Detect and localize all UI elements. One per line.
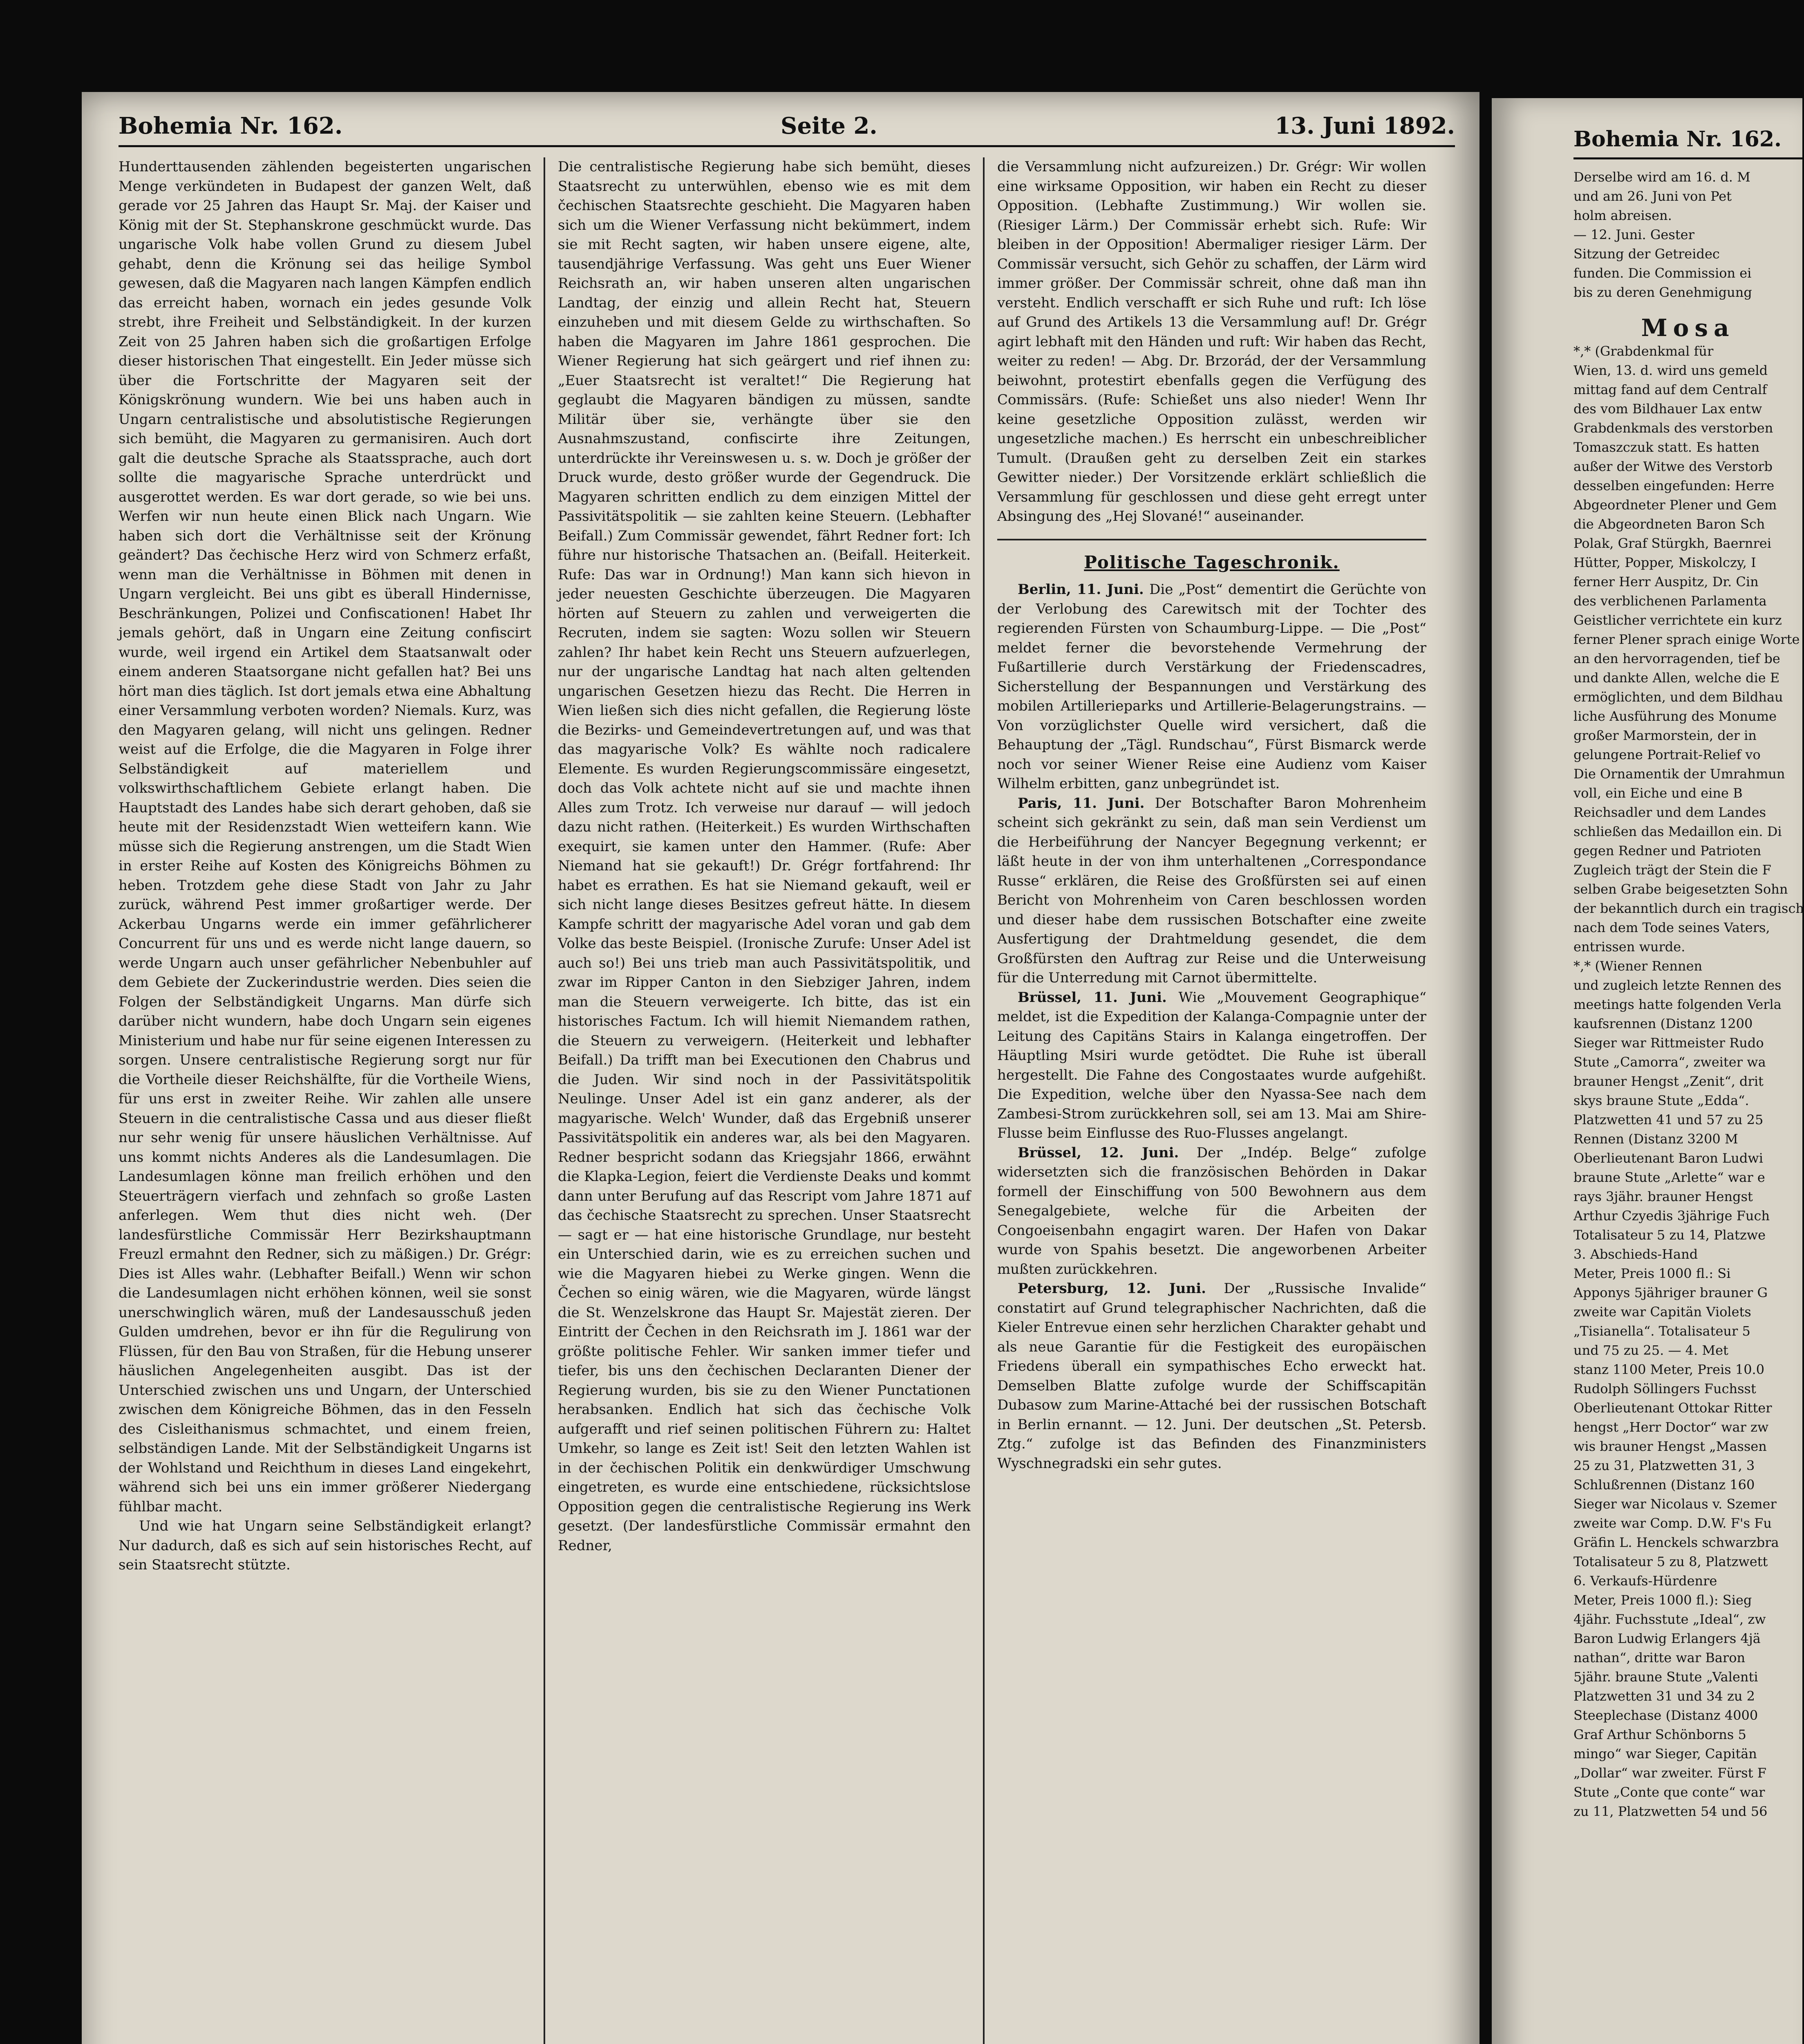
section-divider [997, 539, 1426, 540]
col1-paragraph-2: Und wie hat Ungarn seine Selbständigkeit erlangt? Nur dadurch, daß es sich auf sein historisches Recht, auf sein Staatsrecht stützte. [119, 1518, 531, 1573]
col3-paragraph-top: die Versammlung nicht aufzureizen.) Dr. Grégr: Wir wollen eine wirksame Opposition, wir haben ein Recht zu dieser Opposition. (Lebhafte Zustimmung.) Wir wollen sie. (Riesiger Lärm.) Der Commissär erhebt sich. Rufe: Wir bleiben in der Opposition! Abermaliger riesiger Lärm. Der Commissär versucht, sich Gehör zu schaffen, der Lärm wird immer größer. Der Commissär schreit, ohne daß man ihn versteht. Endlich verschafft er sich Ruhe und ruft: Ich löse auf Grund des Artikels 13 die Versammlung auf! Dr. Grégr agirt lebhaft mit den Händen und ruft: Wir haben das Recht, weiter zu reden! — Abg. Dr. Brzorád, der der Versammlung beiwohnt, protestirt ebenfalls gegen die Verfügung des Commissärs. (Rufe: Schießet uns also nieder! Wenn Ihr keine gesetzliche Opposition zulässt, werden wir ungesetzliche machen.) Es herrscht ein unbeschreiblicher Tumult. (Draußen geht zu derselben Zeit ein starkes Gewitter nieder.) Der Vorsitzende erklärt schließlich die Versammlung für geschlossen und diese geht erregt unter Absingung des „Hej Slované!“ auseinander. [997, 159, 1426, 524]
text-line: nathan“, dritte war Baron [1573, 1650, 1746, 1665]
text-line: Apponys 5jähriger brauner G [1573, 1285, 1768, 1300]
text-line: stanz 1100 Meter, Preis 10.0 [1573, 1362, 1765, 1377]
text-line: Sieger war Rittmeister Rudo [1573, 1035, 1764, 1051]
text-line: Totalisateur 5 zu 14, Platzwe [1573, 1227, 1766, 1243]
text-line: — 12. Juni. Gester [1573, 227, 1694, 242]
news-text: Die „Post“ dementirt die Gerüchte von der Verlobung des Carewitsch mit der Tochter des regierenden Fürsten von Schaumburg-Lippe. — Die „Post“ meldet ferner die bevorstehende Vermehrung der Fußartillerie durch Verstärkung der Friedenscadres, Sicherstellung der Bespannungen und Verstärkung des mobilen Artillerieparks und Artillerie-Belagerungstrains. — Von vorzüglichster Quelle wird versichert, daß die Behauptung der „Tägl. Rundschau“, Fürst Bismarck werde noch vor seiner Wiener Reise eine Audienz vom Kaiser Wilhelm erbitten, ganz unbegründet ist. [997, 581, 1426, 792]
text-line: schließen das Medaillon ein. Di [1573, 824, 1782, 839]
text-line: 25 zu 31, Platzwetten 31, 3 [1573, 1458, 1755, 1473]
column-2 [558, 157, 971, 2044]
text-line: wis brauner Hengst „Massen [1573, 1439, 1767, 1454]
text-line: großer Marmorstein, der in [1573, 728, 1757, 743]
news-text: Der „Russische Invalide“ constatirt auf Grund telegraphischer Nachrichten, daß die Kieler Entrevue einen sehr herzlichen Charakter gehabt und als neue Garantie für die Festigkeit des europäischen Friedens überall ein sympathisches Echo erweckt hat. Demselben Blatte zufolge wurde der Schiffscapitän Dubasow zum Marine-Attaché bei der russischen Botschaft in Berlin ernannt. — 12. Juni. Der deutschen „St. Petersb. Ztg.“ zufolge ist das Befinden des Finanzministers Wyschnegradski ein sehr gutes. [997, 1280, 1426, 1472]
news-text: Der „Indép. Belge“ zufolge widersetzten sich die französischen Behörden in Dakar formell der Einschiffung von 500 Bewohnern aus dem Senegalgebiete, welche für die Arbeiten der Congoeisenbahn engagirt waren. Der Hafen von Dakar wurde von Spahis besetzt. Die angeworbenen Arbeiter mußten zurückkehren. [997, 1144, 1426, 1278]
text-line: *,* (Wiener Rennen [1573, 958, 1703, 974]
text-line: Schlußrennen (Distanz 160 [1573, 1477, 1755, 1493]
text-line: Derselbe wird am 16. d. M [1573, 169, 1750, 185]
text-line: Stute „Camorra“, zweiter wa [1573, 1054, 1766, 1070]
text-line: zweite war Capitän Violets [1573, 1304, 1751, 1320]
text-line: und dankte Allen, welche die E [1573, 670, 1780, 686]
text-line: Wien, 13. d. wird uns gemeld [1573, 363, 1768, 378]
text-line: entrissen wurde. [1573, 939, 1685, 955]
news-item [997, 580, 1426, 794]
text-line: ferner Plener sprach einige Worte [1573, 632, 1800, 647]
text-line: zweite war Comp. D.W. F's Fu [1573, 1515, 1772, 1531]
news-item [997, 1279, 1426, 1473]
text-line: ferner Herr Auspitz, Dr. Cin [1573, 574, 1759, 589]
text-line: Polak, Graf Stürgkh, Baernrei [1573, 536, 1771, 551]
text-line: gelungene Portrait-Relief vo [1573, 747, 1761, 762]
text-line: Oberlieutenant Baron Ludwi [1573, 1150, 1763, 1166]
text-line: bis zu deren Genehmigung [1573, 285, 1752, 300]
text-line: an den hervorragenden, tief be [1573, 651, 1780, 666]
next-page-top-lines [1573, 168, 1802, 302]
text-line: und 75 zu 25. — 4. Met [1573, 1342, 1728, 1358]
text-line: „Dollar“ war zweiter. Fürst F [1573, 1765, 1766, 1781]
text-line: Zugleich trägt der Stein die F [1573, 862, 1771, 878]
masthead [119, 112, 1455, 147]
text-line: Rennen (Distanz 3200 M [1573, 1131, 1738, 1147]
text-line: desselben eingefunden: Herre [1573, 478, 1775, 493]
next-page-head-rule [1573, 157, 1802, 159]
text-line: Hütter, Popper, Miskolczy, I [1573, 555, 1756, 570]
news-dateline: Petersburg, 12. Juni. [1018, 1280, 1206, 1297]
text-line: Totalisateur 5 zu 8, Platzwett [1573, 1554, 1768, 1569]
text-line: zu 11, Platzwetten 54 und 56 [1573, 1804, 1768, 1819]
text-line: Stute „Conte que conte“ war [1573, 1784, 1765, 1800]
text-line: *,* (Grabdenkmal für [1573, 343, 1714, 359]
text-line: kaufsrennen (Distanz 1200 [1573, 1016, 1753, 1031]
text-line: Abgeordneter Plener und Gem [1573, 497, 1777, 513]
text-line: Tomaszczuk statt. Es hatten [1573, 439, 1760, 455]
text-line: holm abreisen. [1573, 208, 1672, 223]
text-line: und zugleich letzte Rennen des [1573, 977, 1782, 993]
page-number: Seite 2. [781, 112, 877, 139]
next-page-column [1573, 168, 1802, 2044]
next-page-section-title: Mosa [1641, 314, 1735, 342]
text-line: nach dem Tode seines Vaters, [1573, 920, 1770, 935]
text-line: Platzwetten 31 und 34 zu 2 [1573, 1688, 1755, 1704]
text-line: Platzwetten 41 und 57 zu 25 [1573, 1112, 1764, 1127]
text-line: Meter, Preis 1000 fl.: Si [1573, 1266, 1731, 1281]
text-line: 4jähr. Fuchsstute „Ideal“, zw [1573, 1611, 1766, 1627]
col1-paragraph-1: Hunderttausenden zählenden begeisterten ungarischen Menge verkündeten in Budapest der ganzen Welt, daß gerade vor 25 Jahren das Haupt Sr. Maj. der Kaiser und König mit der St. Stephanskrone geschmückt wurde. Das ungarische Volk habe vollen Grund zu diesem Jubel gehabt, denn die Krönung sei das heilige Symbol gewesen, daß die Magyaren nach langen Kämpfen endlich das erreicht haben, wornach ein jedes gesunde Volk strebt, ihre Freiheit und Selbständigkeit. In der kurzen Zeit von 25 Jahren haben sich die großartigen Erfolge dieser historischen That eingestellt. Ein Jeder müsse sich über die Fortschritte der Magyaren seit der Königskrönung wundern. Wie bei uns haben auch in Ungarn centralistische und absolutistische Regierungen sich bemüht, die Magyaren zu germanisiren. Auch dort galt die deutsche Sprache als Staatssprache, auch dort sollte die magyarische Sprache unterdrückt und ausgerottet werden. Es war dort gerade, so wie bei uns. Werfen wir nun heute einen Blick nach Ungarn. Wie haben sich dort die Verhältnisse seit der Krönung geändert? Das čechische Herz wird von Schmerz erfaßt, wenn man die Verhältnisse in Böhmen mit denen in Ungarn vergleicht. Bei uns gibt es überall Hindernisse, Beschränkungen, Polizei und Confiscationen! Habet Ihr jemals gehört, daß in Ungarn eine Zeitung confiscirt wurde, weil irgend ein Artikel dem Staatsanwalt oder einem anderen Staatsorgane nicht gefallen hat? Bei uns hört man dies täglich. Ist dort jemals etwa eine Abhaltung einer Versammlung verboten worden? Niemals. Kurz, was den Magyaren gelang, will nicht uns gelingen. Redner weist auf die Erfolge, die die Magyaren in Folge ihrer Selbständigkeit auf materiellem und volkswirthschaftlichem Gebiete erlangt haben. Die Hauptstadt des Landes habe sich derart gehoben, daß sie heute mit der Residenzstadt Wien wetteifern kann. Wie müsse sich die Regierung anstrengen, um die Stadt Wien in erster Reihe auf Kosten des Königreichs Böhmen zu heben. Trotzdem gehe diese Stadt von Jahr zu Jahr zurück, während Pest immer großartiger werde. Der Ackerbau Ungarns werde ein immer gefährlicherer Concurrent für uns und es werde nicht lange dauern, so werde Ungarn auch unser gefährlicher Nebenbuhler auf dem Gebiete der Zuckerindustrie werden. Dies seien die Folgen der Selbständigkeit Ungarns. Man dürfe sich darüber nicht wundern, habe doch Ungarn sein eigenes Ministerium und habe nur für seine eigenen Interessen zu sorgen. Unsere centralistische Regierung sorgt nur für die Vortheile dieser Reichshälfte, für die Vortheile Wiens, für uns erst in zweiter Reihe. Wir zahlen alle unsere Steuern in die centralistische Cassa und aus dieser fließt nur sehr wenig für unsere häuslichen Verhältnisse. Auf uns kommt nichts Anderes als die Landesumlagen. Die Landesumlagen könne man freilich erhöhen und den Steuerträgern vierfach und zehnfach so große Lasten anferlegen. Wem thut dies nicht weh. (Der landesfürstliche Commissär Herr Bezirkshauptmann Freuzl ermahnt den Redner, sich zu mäßigen.) Dr. Grégr: Dies ist Alles wahr. (Lebhafter Beifall.) Wenn wir schon die Landesumlagen nicht erhöhen können, weil sie sonst unerschwinglich wären, muß der Landesausschuß jeden Gulden umdrehen, bevor er ihn für die Regulirung von Flüssen, für den Bau von Straßen, für die Hebung unserer häuslichen Angelegenheiten ausgibt. Das ist der Unterschied zwischen uns und Ungarn, der Unterschied zwischen dem Königreiche Böhmen, das in den Fesseln des Cisleithanismus schmachtet, und einem freien, selbständigen Lande. Mit der Selbständigkeit Ungarns ist der Wohlstand und Reichthum in dieses Land eingekehrt, während sich bei uns ein immer größerer Niedergang fühlbar macht. [119, 159, 531, 1515]
text-line: selben Grabe beigesetzten Sohn [1573, 881, 1788, 897]
news-dateline: Brüssel, 12. Juni. [1018, 1144, 1179, 1161]
text-line: Gräfin L. Henckels schwarzbra [1573, 1535, 1779, 1550]
text-line: Meter, Preis 1000 fl.): Sieg [1573, 1592, 1752, 1608]
text-line: 5jähr. braune Stute „Valenti [1573, 1669, 1758, 1685]
text-line: rays 3jähr. brauner Hengst [1573, 1189, 1753, 1204]
news-item [997, 794, 1426, 988]
text-line: Baron Ludwig Erlangers 4jä [1573, 1631, 1761, 1646]
news-dateline: Paris, 11. Juni. [1018, 795, 1145, 811]
text-line: gegen Redner und Patrioten [1573, 843, 1761, 858]
text-line: Reichsadler und dem Landes [1573, 805, 1766, 820]
column-1 [119, 157, 531, 2044]
text-line: Grabdenkmals des verstorben [1573, 420, 1773, 436]
text-line: die Abgeordneten Baron Sch [1573, 516, 1765, 532]
columns [119, 157, 1467, 2044]
text-line: funden. Die Commission ei [1573, 265, 1752, 281]
text-line: des vom Bildhauer Lax entw [1573, 401, 1762, 417]
col2-paragraph-1: Die centralistische Regierung habe sich bemüht, dieses Staatsrecht zu unterwühlen, ebenso wie es mit dem čechischen Staatsrechte geschieht. Die Magyaren haben sich um die Wiener Verfassung nicht bekümmert, indem sie mit Recht sagten, wir haben unsere eigene, alte, tausendjährige Verfassung. Was geht uns Euer Wiener Reichsrath an, wir haben unseren alten ungarischen Landtag, der einzig und allein Recht hat, Steuern einzuheben und mit diesem Gelde zu wirthschaften. So haben die Magyaren im Jahre 1861 gesprochen. Die Wiener Regierung hat sich geärgert und rief ihnen zu: „Euer Staatsrecht ist veraltet!“ Die Regierung hat geglaubt die Magyaren bändigen zu müssen, sandte Militär über sie, verhängte über sie den Ausnahmszustand, confiscirte ihre Zeitungen, unterdrückte ihr Vereinswesen u. s. w. Doch je größer der Druck wurde, desto größer wurde der Gegendruck. Die Magyaren schritten endlich zu dem einzigen Mittel der Passivitätspolitik — sie zahlten keine Steuern. (Lebhafter Beifall.) Zum Commissär gewendet, fährt Redner fort: Ich führe nur historische Thatsachen an. (Beifall. Heiterkeit. Rufe: Das war in Ordnung!) Man kann sich hievon in jeder neuesten Geschichte überzeugen. Die Magyaren hörten auf Steuern zu zahlen und verweigerten die Recruten, indem sie sagten: Wozu sollen wir Steuern zahlen? Ihr habet kein Recht uns Steuern aufzuerlegen, nur der ungarische Landtag hat nach alten geltenden ungarischen Gesetzen hiezu das Recht. Die Herren in Wien ließen sich dies nicht gefallen, die Regierung löste die Bezirks- und Gemeindevertretungen auf, und was that das magyarische Volk? Es wählte noch radicalere Elemente. Es wurden Regierungscommissäre eingesetzt, doch das Volk achtete nicht auf sie und machte ihnen Alles zum Trotz. Ich verweise nur darauf — will jedoch dazu nicht rathen. (Heiterkeit.) Es wurden Wirthschaften exequirt, sie kamen unter den Hammer. (Rufe: Aber Niemand hat sie gekauft!) Dr. Grégr fortfahrend: Ihr habet es errathen. Es hat sie Niemand gekauft, weil er sich nicht lange dieses Besitzes gefreut hätte. In diesem Kampfe schritt der magyarische Adel voran und gab dem Volke das beste Beispiel. (Ironische Zurufe: Unser Adel ist auch so!) Bei uns trieb man auch Passivitätspolitik, und zwar im Ripper Canton in den Siebziger Jahren, indem man die Steuern verweigerte. Ich bitte, das ist ein historisches Factum. Ich will hiemit Niemandem rathen, die Steuern zu verweigern. (Heiterkeit und lebhafter Beifall.) Da trifft man bei Executionen den Chabrus und die Juden. Wir sind noch in der Passivitätspolitik Neulinge. Unser Adel ist ein ganz anderer, als der magyarische. Welch' Wunder, daß das Ergebniß unserer Passivitätspolitik ein anderes war, als bei den Magyaren. Redner bespricht sodann das Kriegsjahr 1866, erwähnt die Klapka-Legion, feiert die Verdienste Deaks und kommt dann unter Berufung auf das Rescript vom Jahre 1871 auf das čechische Staatsrecht zu sprechen. Unser Staatsrecht — sagt er — hat eine historische Grundlage, nur besteht ein Unterschied darin, wie es zu erreichen suchen und wie die Magyaren hiebei zu Werke gingen. Wenn die Čechen so einig wären, wie die Magyaren, würde längst die St. Wenzelskrone das Haupt Sr. Majestät zieren. Der Eintritt der Čechen in den Reichsrath im J. 1861 war der größte politische Fehler. Wir sanken immer tiefer und tiefer, bis uns den čechischen Declaranten Diener der Regierung wurden, bis sie zu den Wiener Punctationen herabsanken. Endlich hat sich das čechische Volk aufgerafft und rief seinen politischen Führern zu: Haltet Umkehr, so lange es Zeit ist! Seit den letzten Wahlen ist in der čechischen Politik ein denkwürdiger Umschwung eingetreten, es wurde eine entschiedene, rücksichtslose Opposition gegen die centralistische Regierung ins Werk gesetzt. (Der landesfürstliche Commissär ermahnt den Redner, [558, 159, 971, 1554]
text-line: Sitzung der Getreidec [1573, 246, 1720, 262]
paper-name: Bohemia Nr. 162. [119, 112, 343, 139]
news-item [997, 988, 1426, 1143]
text-line: des verblichenen Parlamenta [1573, 593, 1767, 609]
issue-date: 13. Juni 1892. [1275, 112, 1455, 139]
text-line: der bekanntlich durch ein tragisch [1573, 901, 1804, 916]
news-text: Der Botschafter Baron Mohrenheim scheint sich gekränkt zu sein, daß man sein Verdienst um die Herbeiführung der Nancyer Begegnung verkennt; er läßt heute in der von ihm unterhaltenen „Correspondance Russe“ erklären, die Reise des Großfürsten sei auf einen Bericht von Mohrenheim von Caren beschlossen worden und dieser habe dem russischen Botschafter eine zweite Ausfertigung der Drahtmeldung gesendet, die dem Großfürsten den Auftrag zur Reise und die Unterweisung für die Unterredung mit Carnot übermittelte. [997, 795, 1426, 986]
next-page-paper-name: Bohemia Nr. 162. [1573, 127, 1782, 152]
text-line: und am 26. Juni von Pet [1573, 188, 1732, 204]
text-line: hengst „Herr Doctor“ war zw [1573, 1419, 1769, 1435]
text-line: Sieger war Nicolaus v. Szemer [1573, 1496, 1777, 1512]
text-line: außer der Witwe des Verstorb [1573, 459, 1773, 474]
text-line: Oberlieutenant Ottokar Ritter [1573, 1400, 1772, 1416]
text-line: mittag fand auf dem Centralf [1573, 382, 1767, 397]
text-line: Rudolph Söllingers Fuchsst [1573, 1381, 1756, 1396]
news-item [997, 1143, 1426, 1280]
text-line: 3. Abschieds-Hand [1573, 1246, 1698, 1262]
next-page-partial [1492, 98, 1802, 2044]
section-title: Politische Tageschronik. [1084, 552, 1340, 572]
text-line: ermöglichten, und dem Bildhau [1573, 689, 1783, 705]
text-line: braune Stute „Arlette“ war e [1573, 1170, 1765, 1185]
text-line: 6. Verkaufs-Hürdenre [1573, 1573, 1717, 1589]
text-line: liche Ausführung des Monume [1573, 708, 1777, 724]
column-rule-1 [544, 157, 545, 2044]
text-line: Steeplechase (Distanz 4000 [1573, 1708, 1758, 1723]
text-line: brauner Hengst „Zenit“, drit [1573, 1074, 1764, 1089]
text-line: Geistlicher verrichtete ein kurz [1573, 612, 1782, 628]
text-line: Arthur Czyedis 3jährige Fuch [1573, 1208, 1770, 1224]
next-page-lines [1573, 342, 1802, 1821]
news-dateline: Berlin, 11. Juni. [1018, 581, 1144, 598]
news-text: Wie „Mouvement Geographique“ meldet, ist die Expedition der Kalanga-Compagnie unter der Leitung des Capitäns Stairs in Kalanga eingetroffen. Der Häuptling Msiri wurde getödtet. Die Ruhe ist überall hergestellt. Die Fahne des Congostaates wurde aufgehißt. Die Expedition, welche über den Nyassa-See nach dem Zambesi-Strom zurückkehren soll, sei am 13. Mai am Shire-Flusse beim Einflusse des Ruo-Flusses angelangt. [997, 989, 1426, 1141]
text-line: voll, ein Eiche und eine B [1573, 785, 1743, 801]
text-line: mingo“ war Sieger, Capitän [1573, 1746, 1757, 1762]
newspaper-page [82, 92, 1479, 2044]
text-line: skys braune Stute „Edda“. [1573, 1093, 1749, 1108]
column-rule-2 [983, 157, 985, 2044]
text-line: Graf Arthur Schönborns 5 [1573, 1727, 1746, 1742]
news-dateline: Brüssel, 11. Juni. [1018, 989, 1167, 1006]
text-line: Die Ornamentik der Umrahmun [1573, 766, 1785, 782]
column-3 [997, 157, 1426, 2044]
text-line: meetings hatte folgenden Verla [1573, 997, 1782, 1012]
text-line: „Tisianella“. Totalisateur 5 [1573, 1323, 1750, 1339]
